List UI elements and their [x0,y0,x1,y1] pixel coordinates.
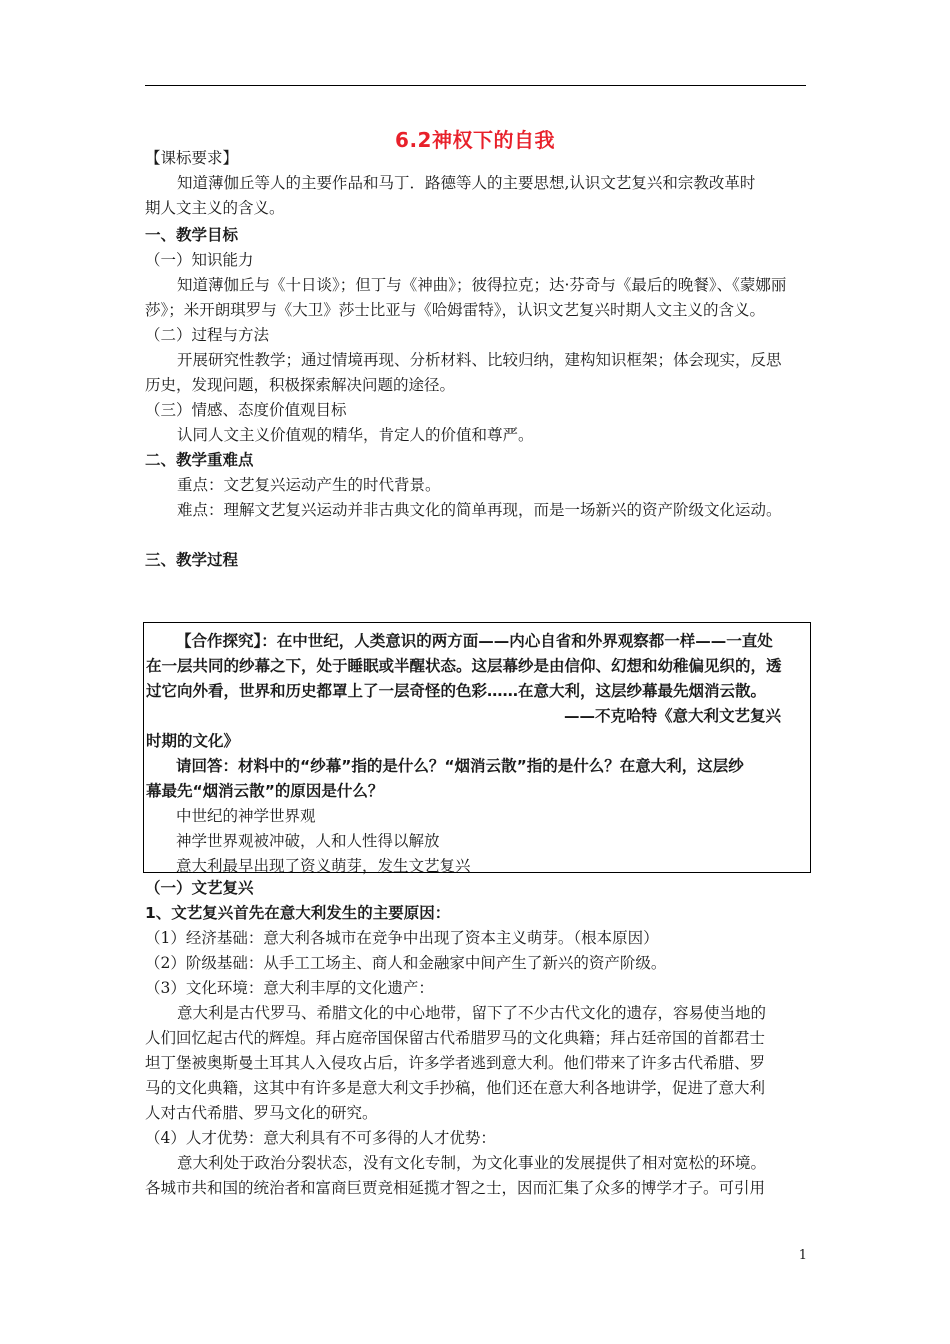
inquiry-question-1: 请回答：材料中的“纱幕”指的是什么？“烟消云散”指的是什么？在意大利，这层纱 [176,757,744,775]
reason-3-para-1: 意大利是古代罗马、希腊文化的中心地带，留下了不少古代文化的遗存，容易使当地的 [177,1004,767,1022]
inquiry-answer-1: 中世纪的神学世界观 [176,807,316,825]
section-goals: 一、教学目标 [145,226,239,244]
reason-4-para-1: 意大利处于政治分裂状态，没有文化专制，为文化事业的发展提供了相对宽松的环境。 [177,1154,767,1172]
reason-3-para-5: 人对古代希腊、罗马文化的研究。 [145,1104,378,1122]
reason-3-para-3: 坦丁堡被奥斯曼土耳其人入侵攻占后，许多学者逃到意大利。他们带来了许多古代希腊、罗 [145,1054,766,1072]
header-rule [145,85,806,86]
goal2-heading: （二）过程与方法 [145,326,270,344]
reason-3-para-2: 人们回忆起古代的辉煌。拜占庭帝国保留古代希腊罗马的文化典籍；拜占廷帝国的首都君士 [145,1029,766,1047]
reason-1: （1）经济基础：意大利各城市在竞争中出现了资本主义萌芽。（根本原因） [145,929,659,947]
inquiry-question-2: 幕最先“烟消云散”的原因是什么？ [146,782,384,800]
focus-difficulty: 难点：理解文艺复兴运动并非古典文化的简单再现，而是一场新兴的资产阶级文化运动。 [177,501,782,519]
goal2-text-2: 历史，发现问题，积极探索解决问题的途径。 [145,376,456,394]
inquiry-answer-2: 神学世界观被冲破，人和人性得以解放 [176,832,440,850]
inquiry-text-2: 在一层共同的纱幕之下，处于睡眠或半醒状态。这层幕纱是由信仰、幻想和幼稚偏见织的，透 [146,657,782,675]
focus-key-point: 重点：文艺复兴运动产生的时代背景。 [177,476,441,494]
section-focus: 二、教学重难点 [145,451,254,469]
reason-3: （3）文化环境：意大利丰厚的文化遗产： [145,979,434,997]
section-process: 三、教学过程 [145,551,239,569]
goal1-heading: （一）知识能力 [145,251,254,269]
cooperative-inquiry-box [143,622,811,873]
inquiry-answer-3: 意大利最早出现了资义萌芽，发生文艺复兴 [176,857,471,875]
reason-2: （2）阶级基础：从手工工场主、商人和金融家中间产生了新兴的资产阶级。 [145,954,667,972]
subsection-renaissance: （一）文艺复兴 [145,879,254,897]
page-title: 6.2神权下的自我 [395,128,555,152]
goal1-text-2: 莎》；米开朗琪罗与《大卫》莎士比亚与《哈姆雷特》，认识文艺复兴时期人文主义的含义。 [145,301,766,319]
inquiry-source-2: 时期的文化》 [146,732,240,750]
reason-4: （4）人才优势：意大利具有不可多得的人才优势： [145,1129,496,1147]
reason-heading: 1、文艺复兴首先在意大利发生的主要原因： [145,904,451,922]
page-number: 1 [798,1248,807,1263]
inquiry-text-3: 过它向外看，世界和历史都罩上了一层奇怪的色彩……在意大利，这层纱幕最先烟消云散。 [146,682,767,700]
inquiry-text-1: 【合作探究】：在中世纪，人类意识的两方面——内心自省和外界观察都一样——一直处 [176,632,773,650]
inquiry-source-1: ——不克哈特《意大利文艺复兴 [564,707,782,725]
reason-3-para-4: 马的文化典籍，这其中有许多是意大利文手抄稿，他们还在意大利各地讲学，促进了意大利 [145,1079,766,1097]
curriculum-text-1: 知道薄伽丘等人的主要作品和马丁．路德等人的主要思想,认识文艺复兴和宗教改革时 [177,174,756,192]
reason-4-para-2: 各城市共和国的统治者和富商巨贾竞相延揽才智之士，因而汇集了众多的博学才子。可引用 [145,1179,766,1197]
goal1-text-1: 知道薄伽丘与《十日谈》；但丁与《神曲》；彼得拉克；达·芬奇与《最后的晚餐》、《蒙娜丽 [177,276,787,294]
goal2-text-1: 开展研究性教学；通过情境再现、分析材料、比较归纳，建构知识框架；体会现实，反思 [177,351,782,369]
curriculum-text-2: 期人文主义的含义。 [145,199,285,217]
goal3-heading: （三）情感、态度价值观目标 [145,401,347,419]
goal3-text-1: 认同人文主义价值观的精华，肯定人的价值和尊严。 [177,426,534,444]
section-curriculum: 【课标要求】 [145,149,239,167]
